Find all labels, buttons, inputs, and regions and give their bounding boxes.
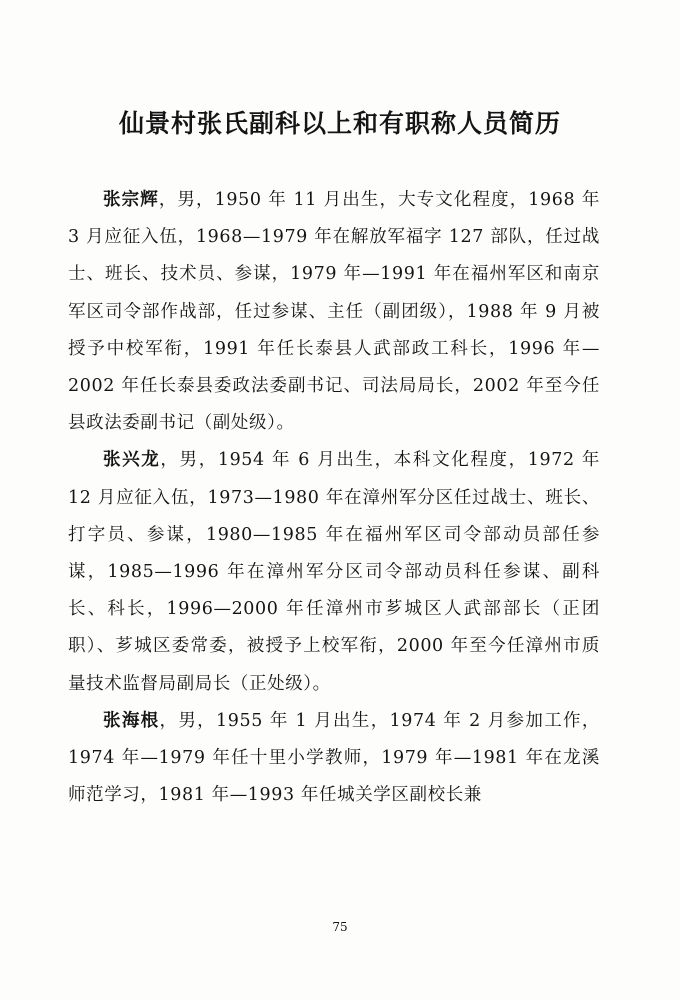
biography-text: ，男，1955 年 1 月出生，1974 年 2 月参加工作，1974 年—1979 年任十里小学教师，1979 年—1981 年在龙溪师范学习，1981 年—1993 年任城关学区副校长兼 xyxy=(68,710,600,806)
biography-text: ，男，1950 年 11 月出生，大专文化程度，1968 年 3 月应征入伍，1968—1979 年在解放军福字 127 部队，任过战士、班长、技术员、参谋，1979 年—1991 年在福州军区和南京军区司令部作战部，任过参谋、主任（副团级），1988 年 9 月被授予中校军衔，1991 年任长泰县人武部政工科长，1996 年—2002 年任长泰县委政法委副书记、司法局局长，2002 年至今任县政法委副书记（副处级）。 xyxy=(68,190,600,434)
document-body xyxy=(68,182,600,814)
biography-text: ，男，1954 年 6 月出生，本科文化程度，1972 年 12 月应征入伍，1973—1980 年在漳州军分区任过战士、班长、打字员、参谋，1980—1985 年在福州军区司令部动员部任参谋，1985—1996 年在漳州军分区司令部动员科任参谋、副科长、科长，1996—2000 年任漳州市芗城区人武部部长（正团职）、芗城区委常委，被授予上校军衔，2000 年至今任漳州市质量技术监督局副局长（正处级）。 xyxy=(68,450,600,694)
person-name: 张海根 xyxy=(103,710,160,731)
page-number: 75 xyxy=(332,920,348,934)
biography-paragraph-zhang-xinglong xyxy=(68,442,600,702)
biography-paragraph-zhang-haigen xyxy=(68,703,600,815)
person-name: 张兴龙 xyxy=(103,450,161,471)
document-title: 仙景村张氏副科以上和有职称人员简历 xyxy=(118,109,561,138)
person-name: 张宗辉 xyxy=(103,190,159,210)
biography-paragraph-zhang-zonghui xyxy=(68,182,600,442)
